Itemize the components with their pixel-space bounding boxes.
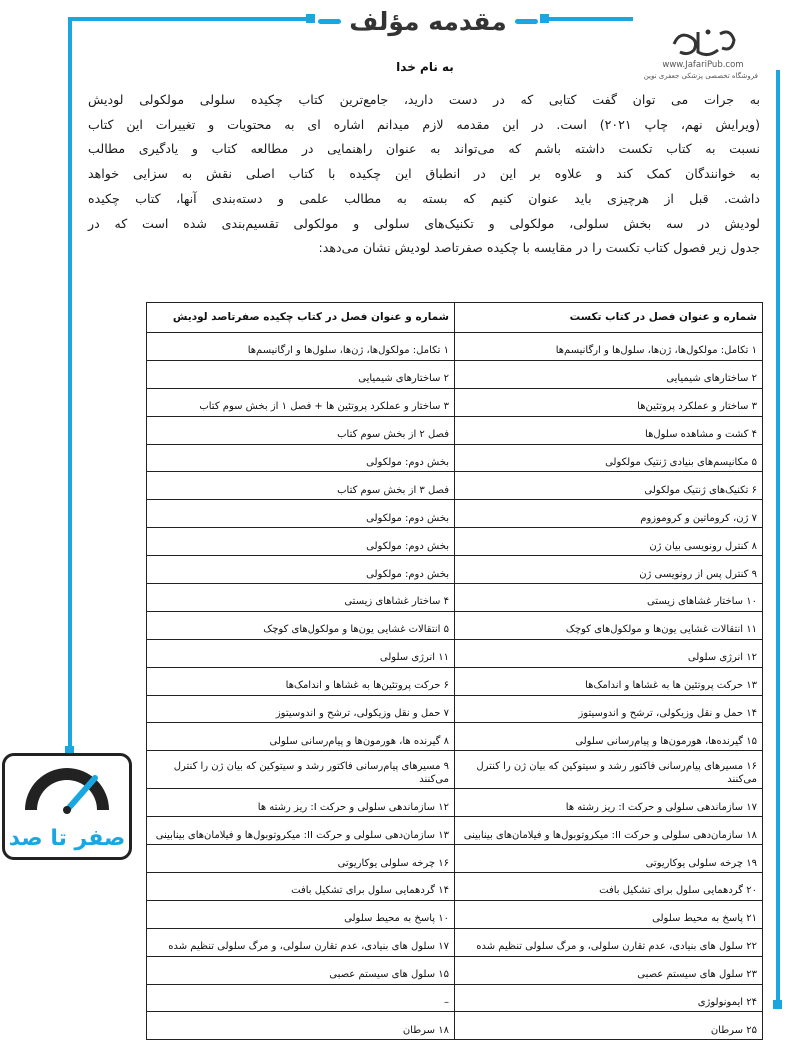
table-row [147,667,763,695]
textbook-chapter-cell: ۱۸ سازمان‌دهی سلولی و حرکت II: میکروتوبول‌ها و فیلامان‌های بینابینی [455,817,763,845]
table-row [147,751,763,789]
summary-chapter-cell: ۱۳ سازمان‌دهی سلولی و حرکت II: میکروتوبول‌ها و فیلامان‌های بینابینی [147,817,455,845]
table-row [147,845,763,873]
frame-left-border [68,17,72,752]
summary-chapter-cell: ۶ حرکت پروتئین‌ها به غشاها و اندامک‌ها [147,667,455,695]
textbook-chapter-cell: ۲۱ پاسخ به محیط سلولی [455,900,763,928]
summary-chapter-cell: ۱۸ سرطان [147,1012,455,1040]
table-row [147,611,763,639]
table-row [147,444,763,472]
summary-chapter-cell: ۱ تکامل: مولکول‌ها، ژن‌ها، سلول‌ها و ارگانیسم‌ها [147,333,455,361]
summary-chapter-cell: ۱۰ پاسخ به محیط سلولی [147,900,455,928]
table-row [147,695,763,723]
table-row [147,639,763,667]
table-row [147,528,763,556]
summary-chapter-cell: ۱۱ انرژی سلولی [147,639,455,667]
chapter-comparison-table [146,302,763,1040]
intro-line: به جرات می توان گفت کتابی که در دست دارید، جامع‌ترین کتاب چکیده سلولی مولکولی لودیش [88,92,760,107]
table-row [147,1012,763,1040]
table-row [147,584,763,612]
summary-chapter-cell: ۱۲ سازماندهی سلولی و حرکت I: ریز رشته ها [147,789,455,817]
summary-chapter-cell: ۱۴ گردهمایی سلول برای تشکیل بافت [147,873,455,901]
summary-chapter-cell: فصل ۳ از بخش سوم کتاب [147,472,455,500]
textbook-chapter-cell: ۱۳ حرکت پروتئین ها به غشاها و اندامک‌ها [455,667,763,695]
table-row [147,789,763,817]
title-pill-decoration [515,19,538,24]
summary-chapter-cell: ۱۷ سلول های بنیادی، عدم تقارن سلولی، و مرگ سلولی تنظیم شده [147,928,455,956]
title-pill-decoration [318,19,341,24]
summary-chapter-cell: ۹ مسیرهای پیام‌رسانی فاکتور رشد و سیتوکین که بیان ژن را کنترل می‌کنند [147,751,455,789]
table-row [147,360,763,388]
intro-line: نسبت به کتاب تکست داشته باشم که می‌تواند به عنوان راهنمایی در مطالعه کتاب و یادگیری مطالب [88,141,760,157]
table-row [147,333,763,361]
frame-top-left-border [68,17,310,21]
frame-corner-square [773,1000,782,1009]
brand-stamp-text: صفر تا صد [8,826,126,851]
textbook-chapter-cell: ۱ تکامل: مولکول‌ها، ژن‌ها، سلول‌ها و ارگانیسم‌ها [455,333,763,361]
table-row [147,984,763,1012]
summary-chapter-cell: ۵ انتقالات غشایی یون‌ها و مولکول‌های کوچک [147,611,455,639]
intro-line: (ویرایش نهم، چاپ ۲۰۲۱) است. در این مقدمه لازم میدانم اشاره ای به محتویات و تغییرات این کتاب [88,116,760,132]
summary-chapter-cell: ۳ ساختار و عملکرد پروتئین ها + فصل ۱ از بخش سوم کتاب [147,388,455,416]
summary-chapter-cell: ۸ گیرنده ها، هورمون‌ها و پیام‌رسانی سلولی [147,723,455,751]
textbook-chapter-cell: ۲۵ سرطان [455,1012,763,1040]
speedometer-gauge-icon [19,764,115,816]
table-header-row [147,303,763,333]
textbook-chapter-cell: ۱۹ چرخه سلولی یوکاریوتی [455,845,763,873]
textbook-chapter-cell: ۶ تکنیک‌های ژنتیک مولکولی [455,472,763,500]
table-row [147,723,763,751]
table-row [147,928,763,956]
table-row [147,472,763,500]
table-row [147,388,763,416]
brand-stamp [2,753,132,860]
page-title: مقدمه مؤلف [349,6,507,36]
page-title-banner [318,2,538,40]
summary-chapter-cell: ۱۶ چرخه سلولی یوکاریوتی [147,845,455,873]
table-row [147,817,763,845]
frame-corner-square [306,14,315,23]
frame-top-right-border [543,17,633,21]
textbook-chapter-cell: ۷ ژن، کروماتین و کروموزوم [455,500,763,528]
summary-chapter-cell: بخش دوم: مولکولی [147,500,455,528]
summary-chapter-cell: ۴ ساختار غشاهای زیستی [147,584,455,612]
textbook-chapter-cell: ۹ کنترل پس از رونویسی ژن [455,556,763,584]
table-row [147,500,763,528]
intro-line: لودیش در سه بخش سلولی، مولکولی و تکنیک‌های سلولی و مولکولی تقسیم‌بندی شده است که در [88,215,760,231]
textbook-chapter-cell: ۲ ساختارهای شیمیایی [455,360,763,388]
textbook-chapter-cell: ۸ کنترل رونویسی بیان ژن [455,528,763,556]
table-row [147,556,763,584]
table-header-summary: شماره و عنوان فصل در کتاب چکیده صفرتاصد لودیش [147,303,455,333]
summary-chapter-cell: بخش دوم: مولکولی [147,444,455,472]
textbook-chapter-cell: ۴ کشت و مشاهده سلول‌ها [455,416,763,444]
table-row [147,873,763,901]
summary-chapter-cell: ۱۵ سلول های سیستم عصبی [147,956,455,984]
textbook-chapter-cell: ۲۳ سلول های سیستم عصبی [455,956,763,984]
publisher-name: فروشگاه تخصصی پزشکی جعفری نوین [643,72,758,80]
publisher-logo [643,24,758,96]
textbook-chapter-cell: ۱۲ انرژی سلولی [455,639,763,667]
textbook-chapter-cell: ۲۰ گردهمایی سلول برای تشکیل بافت [455,873,763,901]
frame-right-border [776,70,780,1005]
table-row [147,900,763,928]
table-row [147,956,763,984]
textbook-chapter-cell: ۳ ساختار و عملکرد پروتئین‌ها [455,388,763,416]
frame-corner-square [540,14,549,23]
intro-line: داشت. قبل از هرچیزی باید عنوان کنیم که بسته به مطالب علمی و دسته‌بندی آنها، کتاب چکیده [88,190,760,206]
bismillah-heading: به نام خدا [396,60,454,74]
summary-chapter-cell: – [147,984,455,1012]
summary-chapter-cell: ۲ ساختارهای شیمیایی [147,360,455,388]
textbook-chapter-cell: ۱۰ ساختار غشاهای زیستی [455,584,763,612]
textbook-chapter-cell: ۲۴ ایمونولوژی [455,984,763,1012]
textbook-chapter-cell: ۱۷ سازماندهی سلولی و حرکت I: ریز رشته ها [455,789,763,817]
textbook-chapter-cell: ۱۴ حمل و نقل وزیکولی، ترشح و اندوسیتوز [455,695,763,723]
textbook-chapter-cell: ۱۵ گیرنده‌ها، هورمون‌ها و پیام‌رسانی سلولی [455,723,763,751]
textbook-chapter-cell: ۱۱ انتقالات غشایی یون‌ها و مولکول‌های کوچک [455,611,763,639]
table-row [147,416,763,444]
summary-chapter-cell: ۷ حمل و نقل وزیکولی، ترشح و اندوسیتوز [147,695,455,723]
summary-chapter-cell: بخش دوم: مولکولی [147,528,455,556]
textbook-chapter-cell: ۲۲ سلول های بنیادی، عدم تقارن سلولی، و مرگ سلولی تنظیم شده [455,928,763,956]
intro-paragraph [88,88,760,261]
intro-line: جدول زیر فصول کتاب تکست را در مقایسه با چکیده صفرتاصد لودیش نشان می‌دهد: [318,240,760,256]
summary-chapter-cell: بخش دوم: مولکولی [147,556,455,584]
textbook-chapter-cell: ۵ مکانیسم‌های بنیادی ژنتیک مولکولی [455,444,763,472]
intro-line: به خوانندگان کمک کند و علاوه بر این در انطباق این چکیده با کتاب اصلی نقش به سزایی خواهد [88,166,760,182]
textbook-chapter-cell: ۱۶ مسیرهای پیام‌رسانی فاکتور رشد و سیتوکین که بیان ژن را کنترل می‌کنند [455,751,763,789]
publisher-url: www.JafariPub.com [662,60,744,70]
publisher-calligraphy-icon [668,24,738,62]
summary-chapter-cell: فصل ۲ از بخش سوم کتاب [147,416,455,444]
table-header-textbook: شماره و عنوان فصل در کتاب تکست [455,303,763,333]
